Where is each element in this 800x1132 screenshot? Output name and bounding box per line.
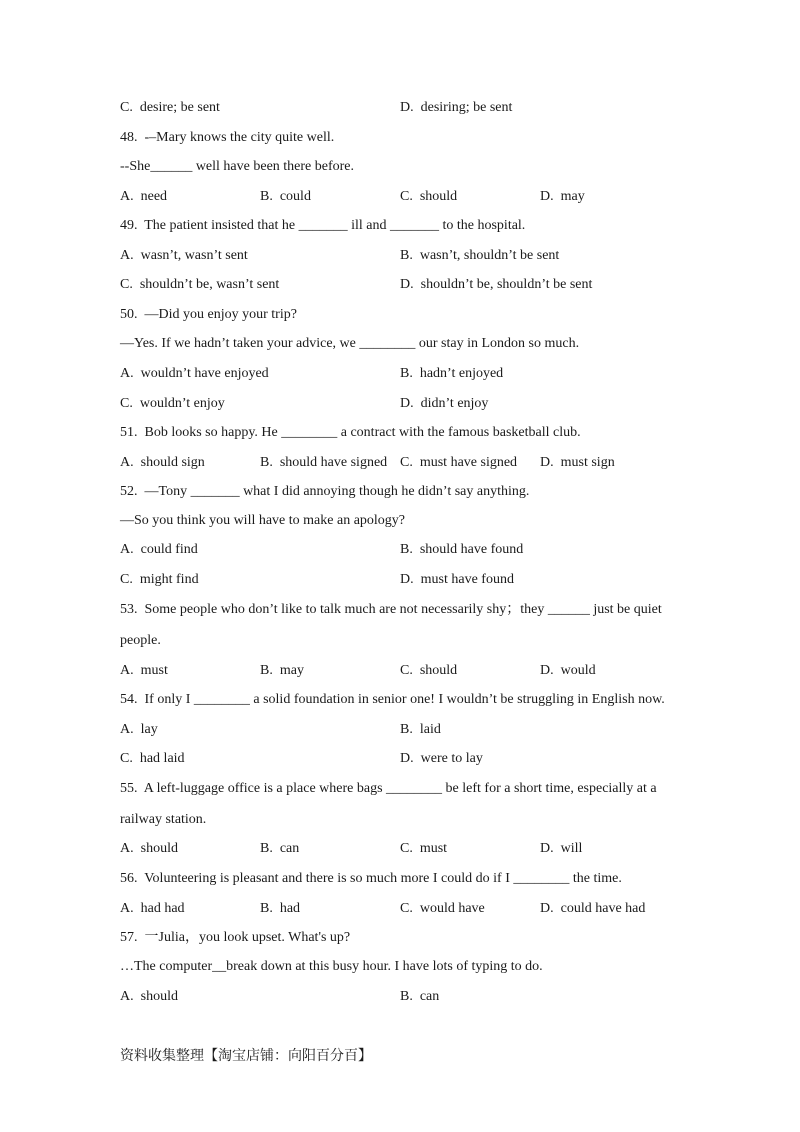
q50-option-a: A. wouldn’t have enjoyed [120,366,269,381]
q57-option-b: B. can [400,989,440,1004]
q50-option-c: C. wouldn’t enjoy [120,396,225,411]
q50-option-d: D. didn’t enjoy [400,396,489,411]
q55-option-d: D. will [540,841,583,856]
q54-stem-line-1: 54. If only I ________ a solid foundation in senior one! I wouldn’t be struggling in English now. [120,692,665,707]
q52-option-b: B. should have found [400,542,524,557]
q56-option-a: A. had had [120,901,185,916]
page-footer: 资料收集整理【淘宝店铺：向阳百分百】 [120,1048,372,1064]
q52-option-c: C. might find [120,572,199,587]
q56-option-b: B. had [260,901,301,916]
q48-option-b: B. could [260,189,311,204]
q53-option-b: B. may [260,663,304,678]
q51-option-b: B. should have signed [260,455,388,470]
q48-option-d: D. may [540,189,585,204]
q50-stem-line-1: 50. —Did you enjoy your trip? [120,307,297,322]
q50-option-b: B. hadn’t enjoyed [400,366,504,381]
q52-option-a: A. could find [120,542,198,557]
q53-option-d: D. would [540,663,596,678]
q48-option-c: C. should [400,189,458,204]
q52-stem-line-1: 52. —Tony _______ what I did annoying though he didn’t say anything. [120,484,530,499]
q53-stem-line-1: 53. Some people who don’t like to talk much are not necessarily shy；they ______ just be quiet [120,602,662,617]
q48-stem-line-2: --She______ well have been there before. [120,159,355,174]
q48-option-a: A. need [120,189,168,204]
q52-option-d: D. must have found [400,572,514,587]
q54-option-a: A. lay [120,722,158,737]
q56-option-d: D. could have had [540,901,646,916]
q51-stem-line-1: 51. Bob looks so happy. He ________ a contract with the famous basketball club. [120,425,581,440]
q53-option-c: C. should [400,663,458,678]
q51-option-a: A. should sign [120,455,205,470]
q55-option-b: B. can [260,841,300,856]
q57-stem-line-2: …The computer__break down at this busy hour. I have lots of typing to do. [120,959,543,974]
q55-stem-line-1: 55. A left-luggage office is a place where bags ________ be left for a short time, especially at a [120,781,657,796]
q53-option-a: A. must [120,663,168,678]
q55-stem-line-2: railway station. [120,812,207,827]
q49-option-b: B. wasn’t, shouldn’t be sent [400,248,560,263]
q54-option-b: B. laid [400,722,441,737]
q47-option-d: D. desiring; be sent [400,100,513,115]
q57-stem-line-1: 57. 一Julia，you look upset. What's up? [120,930,351,945]
q56-stem-line-1: 56. Volunteering is pleasant and there is so much more I could do if I ________ the time. [120,871,622,886]
q49-stem-line-1: 49. The patient insisted that he _______ ill and _______ to the hospital. [120,218,526,233]
q53-stem-line-2: people. [120,633,161,648]
q48-stem-line-1: 48. -–Mary knows the city quite well. [120,130,335,145]
q55-option-a: A. should [120,841,178,856]
q50-stem-line-2: —Yes. If we hadn’t taken your advice, we ________ our stay in London so much. [120,336,580,351]
q51-option-d: D. must sign [540,455,615,470]
q52-stem-line-2: —So you think you will have to make an apology? [120,513,406,528]
q51-option-c: C. must have signed [400,455,518,470]
q56-option-c: C. would have [400,901,485,916]
q55-option-c: C. must [400,841,448,856]
q57-option-a: A. should [120,989,178,1004]
q49-option-c: C. shouldn’t be, wasn’t sent [120,277,280,292]
q49-option-d: D. shouldn’t be, shouldn’t be sent [400,277,593,292]
q54-option-c: C. had laid [120,751,185,766]
q54-option-d: D. were to lay [400,751,483,766]
q47-option-c: C. desire; be sent [120,100,220,115]
q49-option-a: A. wasn’t, wasn’t sent [120,248,248,263]
